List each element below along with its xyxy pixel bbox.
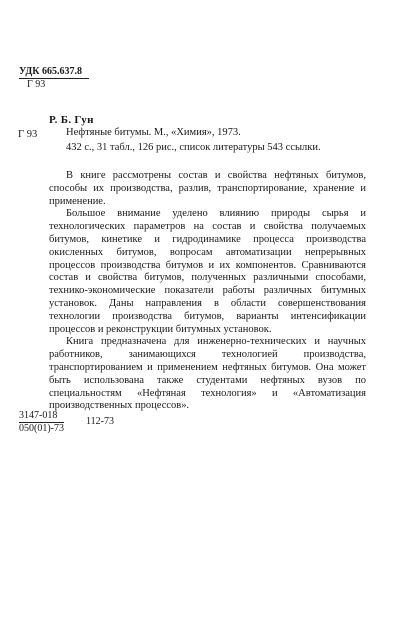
book-specs: 432 с., 31 табл., 126 рис., список литературы 543 ссылки. — [66, 142, 321, 153]
publication-number: 112-73 — [86, 416, 114, 427]
code-numerator: 3147-018 — [19, 410, 58, 421]
annotation-paragraph-3: Книга предназначена для инженерно-технических и научных работников, занимающихся технологией производства, транспортированием и применением нефтяных битумов. Она может быть использована также студентами нефтяных вузов по специальностям «Нефтяная технология» и «Автоматизация производственных процессов». — [49, 336, 366, 412]
udc-code: УДК 665.637.8 — [19, 66, 82, 77]
annotation-paragraph-1: В книге рассмотрены состав и свойства нефтяных битумов, способы их производства, разлив, транспортирование, хранение и применение. — [49, 170, 366, 207]
book-title-line: Нефтяные битумы. М., «Химия», 1973. — [66, 127, 241, 138]
udc-block — [19, 66, 89, 91]
code-denominator: 050(01)-73 — [19, 423, 64, 434]
author-name: Р. Б. Гун — [49, 114, 94, 126]
udc-cipher: Г 93 — [19, 78, 89, 91]
card-cipher: Г 93 — [18, 129, 38, 140]
annotation-paragraph-2: Большое внимание уделено влиянию природы сырья и технологических параметров на состав и свойства получаемых битумов, кинетике и гидродинамике процесса производства окисленных битумов, вопросам автоматизации непрерывных процессов производства битумов и их компонентов. Сравниваются состав и свойства битумов, полученных различными способами, технико-экономические показатели работы различных битумных установок. Даны направления в области совершенствования технологии производства битумов, варианты интенсификации процессов и реконструкции битумных установок. — [49, 208, 366, 335]
annotation-text — [49, 170, 366, 413]
publication-code-fraction — [19, 410, 64, 435]
